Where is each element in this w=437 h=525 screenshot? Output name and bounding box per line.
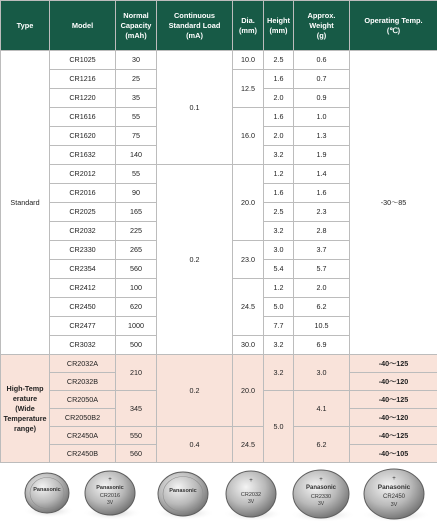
header-model: Model: [50, 1, 116, 51]
weight-cell: 2.8: [294, 222, 350, 241]
coin-battery-5: [290, 470, 356, 522]
capacity-cell: 210: [116, 355, 157, 391]
capacity-cell: 1000: [116, 317, 157, 336]
type-standard: Standard: [1, 51, 50, 355]
coin-code: CR2450: [382, 494, 406, 500]
model-cell: CR2354: [50, 260, 116, 279]
capacity-cell: 225: [116, 222, 157, 241]
capacity-cell: 25: [116, 70, 157, 89]
capacity-cell: 500: [116, 336, 157, 355]
coin-battery-4: [223, 471, 283, 521]
model-cell: CR2330: [50, 241, 116, 260]
temp-cell: -40～120: [350, 409, 437, 427]
diameter-cell: 23.0: [233, 241, 264, 279]
height-cell: 1.6: [264, 108, 294, 127]
model-cell: CR1216: [50, 70, 116, 89]
coin-voltage: 3V: [390, 502, 398, 508]
model-cell: CR2025: [50, 203, 116, 222]
weight-cell: 1.0: [294, 108, 350, 127]
diameter-cell: 20.0: [233, 165, 264, 241]
capacity-cell: 560: [116, 260, 157, 279]
header-type: Type: [1, 1, 50, 51]
capacity-cell: 100: [116, 279, 157, 298]
capacity-cell: 55: [116, 165, 157, 184]
weight-cell: 0.7: [294, 70, 350, 89]
weight-cell: 1.6: [294, 184, 350, 203]
model-cell: CR2032A: [50, 355, 116, 373]
capacity-cell: 550: [116, 427, 157, 445]
capacity-cell: 265: [116, 241, 157, 260]
height-cell: 1.6: [264, 70, 294, 89]
capacity-cell: 165: [116, 203, 157, 222]
height-cell: 3.2: [264, 146, 294, 165]
weight-cell: 6.2: [294, 298, 350, 317]
capacity-cell: 140: [116, 146, 157, 165]
model-cell: CR2050A: [50, 391, 116, 409]
diameter-cell: 12.5: [233, 70, 264, 108]
capacity-cell: 560: [116, 445, 157, 463]
capacity-cell: 55: [116, 108, 157, 127]
capacity-cell: 35: [116, 89, 157, 108]
height-cell: 1.2: [264, 165, 294, 184]
weight-cell: 1.3: [294, 127, 350, 146]
load-cell: 0.2: [157, 355, 233, 427]
height-cell: 1.2: [264, 279, 294, 298]
model-cell: CR2450B: [50, 445, 116, 463]
diameter-cell: 24.5: [233, 279, 264, 336]
coin-code: CR2330: [310, 494, 332, 500]
model-cell: CR1616: [50, 108, 116, 127]
coin-brand: Panasonic: [305, 485, 337, 491]
temp-cell: -40～125: [350, 391, 437, 409]
model-cell: CR2050B2: [50, 409, 116, 427]
model-cell: CR2032: [50, 222, 116, 241]
model-cell: CR1220: [50, 89, 116, 108]
coin-cell-photos: [0, 468, 437, 525]
height-cell: 3.2: [264, 355, 294, 391]
svg-text:+: +: [249, 478, 253, 484]
coin-brand: Panasonic: [33, 487, 61, 493]
temp-cell: -40～125: [350, 355, 437, 373]
header-load: Continuous Standard Load (mA): [157, 1, 233, 51]
coin-code: CR2032: [240, 492, 262, 498]
header-capacity: Normal Capacity (mAh): [116, 1, 157, 51]
height-cell: 3.0: [264, 241, 294, 260]
svg-text:+: +: [108, 477, 112, 483]
coin-brand: Panasonic: [377, 484, 411, 491]
model-cell: CR2450A: [50, 427, 116, 445]
coin-battery-1: [23, 473, 75, 518]
model-cell: CR2016: [50, 184, 116, 203]
weight-cell: 2.0: [294, 279, 350, 298]
diameter-cell: 16.0: [233, 108, 264, 165]
coin-battery-6: [361, 469, 431, 522]
weight-cell: 0.9: [294, 89, 350, 108]
model-cell: CR2012: [50, 165, 116, 184]
height-cell: 5.0: [264, 298, 294, 317]
height-cell: 5.4: [264, 260, 294, 279]
height-cell: 2.5: [264, 51, 294, 70]
coin-voltage: 3V: [106, 500, 114, 506]
header-diameter: Dia. (mm): [233, 1, 264, 51]
height-cell: 5.0: [264, 391, 294, 463]
weight-cell: 1.4: [294, 165, 350, 184]
coin-voltage: 3V: [247, 499, 255, 505]
height-cell: 1.6: [264, 184, 294, 203]
coin-code: CR2016: [99, 493, 121, 499]
diameter-cell: 10.0: [233, 51, 264, 70]
capacity-cell: 30: [116, 51, 157, 70]
temp-cell: -40～120: [350, 373, 437, 391]
header-height: Height (mm): [264, 1, 294, 51]
load-cell: 0.4: [157, 427, 233, 463]
temp-standard: -30～85: [350, 51, 437, 355]
height-cell: 3.2: [264, 222, 294, 241]
height-cell: 7.7: [264, 317, 294, 336]
model-cell: CR1632: [50, 146, 116, 165]
diameter-cell: 30.0: [233, 336, 264, 355]
header-weight: Approx. Weight (g): [294, 1, 350, 51]
header-row: [1, 1, 437, 51]
model-cell: CR1025: [50, 51, 116, 70]
weight-cell: 1.9: [294, 146, 350, 165]
load-cell: 0.2: [157, 165, 233, 355]
model-cell: CR2450: [50, 298, 116, 317]
weight-cell: 10.5: [294, 317, 350, 336]
capacity-cell: 620: [116, 298, 157, 317]
coin-battery-2: [82, 471, 142, 520]
temp-cell: -40～125: [350, 427, 437, 445]
svg-text:+: +: [319, 477, 323, 483]
capacity-cell: 345: [116, 391, 157, 427]
diameter-cell: 24.5: [233, 427, 264, 463]
diameter-cell: 20.0: [233, 355, 264, 427]
weight-cell: 0.6: [294, 51, 350, 70]
weight-cell: 6.9: [294, 336, 350, 355]
type-high-temp: High-Temp erature (Wide Temperature range): [1, 355, 50, 463]
table-row: [1, 355, 437, 373]
load-cell: 0.1: [157, 51, 233, 165]
header-temp: Operating Temp. (℃): [350, 1, 437, 51]
weight-cell: 4.1: [294, 391, 350, 427]
model-cell: CR2032B: [50, 373, 116, 391]
model-cell: CR2477: [50, 317, 116, 336]
weight-cell: 5.7: [294, 260, 350, 279]
coin-brand: Panasonic: [96, 485, 124, 491]
weight-cell: 3.7: [294, 241, 350, 260]
svg-text:+: +: [392, 476, 396, 482]
model-cell: CR2412: [50, 279, 116, 298]
weight-cell: 6.2: [294, 427, 350, 463]
height-cell: 2.0: [264, 127, 294, 146]
weight-cell: 2.3: [294, 203, 350, 222]
coin-brand: Panasonic: [169, 488, 197, 494]
height-cell: 2.0: [264, 89, 294, 108]
table-row: [1, 427, 437, 445]
model-cell: CR3032: [50, 336, 116, 355]
height-cell: 3.2: [264, 336, 294, 355]
coin-battery-3: [155, 472, 215, 520]
model-cell: CR1620: [50, 127, 116, 146]
weight-cell: 3.0: [294, 355, 350, 391]
height-cell: 2.5: [264, 203, 294, 222]
capacity-cell: 90: [116, 184, 157, 203]
capacity-cell: 75: [116, 127, 157, 146]
coin-voltage: 3V: [317, 501, 325, 507]
temp-cell: -40～105: [350, 445, 437, 463]
table-row: [1, 51, 437, 70]
